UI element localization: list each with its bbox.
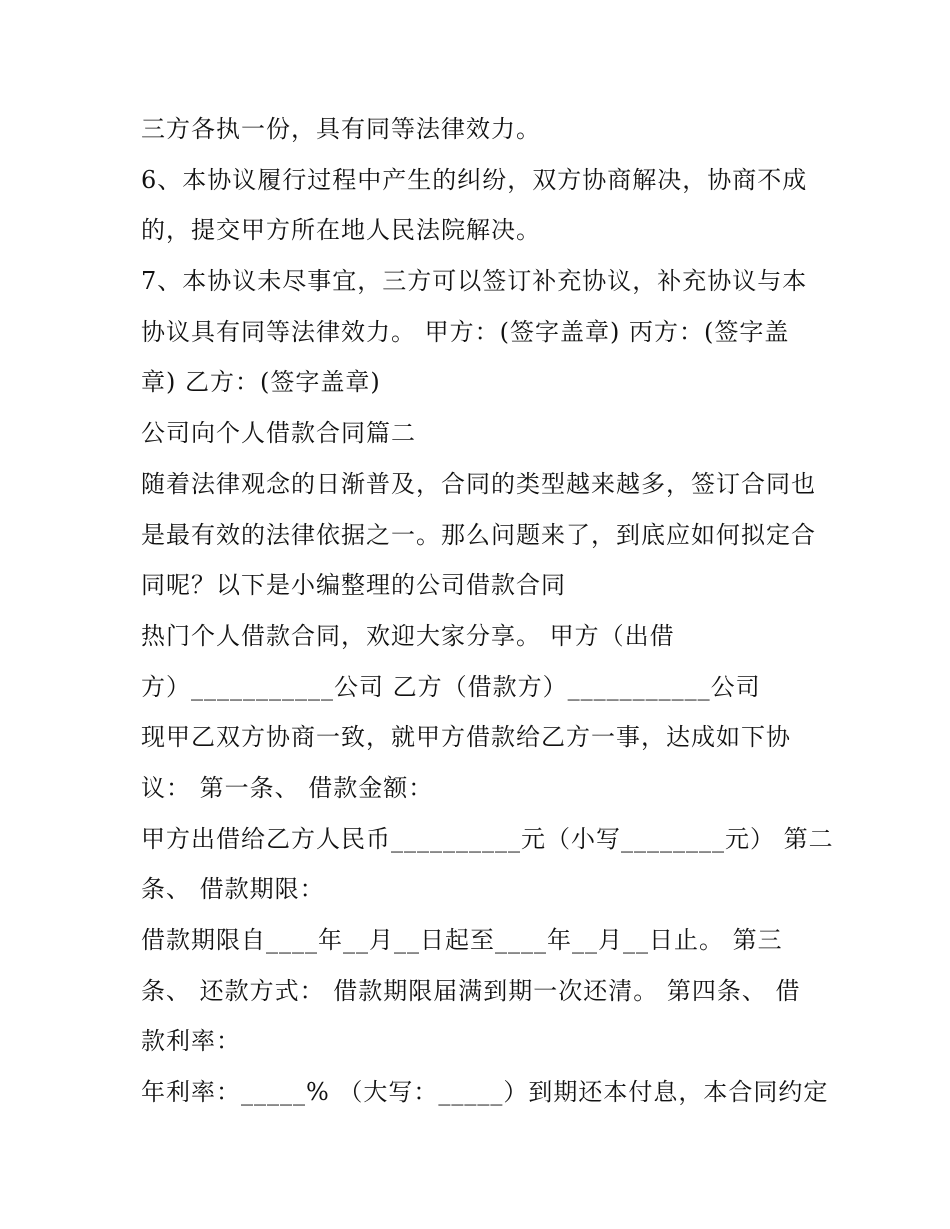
text-line: 随着法律观念的日渐普及，合同的类型越来越多，签订合同也 xyxy=(141,470,816,498)
text-line: 借款期限自____年__月__日起至____年__月__日止。 第三 xyxy=(141,926,783,954)
text-line: 款利率： xyxy=(141,1027,241,1055)
text-line: 条、 借款期限： xyxy=(141,875,325,903)
text-line: 热门个人借款合同，欢迎大家分享。 甲方（出借 xyxy=(141,622,675,650)
text-line: 年利率：_____% （大写：_____）到期还本付息，本合同约定 xyxy=(141,1078,829,1106)
text-line: 协议具有同等法律效力。 甲方：(签字盖章) 丙方：(签字盖 xyxy=(141,318,790,346)
section-heading: 公司向个人借款合同篇二 xyxy=(141,419,416,447)
text-line: 甲方出借给乙方人民币__________元（小写________元） 第二 xyxy=(141,825,834,853)
text-line: 章) 乙方：(签字盖章) xyxy=(141,368,381,396)
text-line: 6、本协议履行过程中产生的纠纷，双方协商解决，协商不成 xyxy=(141,166,808,194)
text-line: 现甲乙双方协商一致，就甲方借款给乙方一事，达成如下协 xyxy=(141,723,791,751)
text-line: 7、本协议未尽事宜，三方可以签订补充协议，补充协议与本 xyxy=(141,267,808,295)
text-line: 是最有效的法律依据之一。那么问题来了，到底应如何拟定合 xyxy=(141,521,816,549)
text-line: 条、 还款方式： 借款期限届满到期一次还清。 第四条、 借 xyxy=(141,977,801,1005)
text-line: 议： 第一条、 借款金额： xyxy=(141,774,434,802)
text-line: 方）___________公司 乙方（借款方）___________公司 xyxy=(141,673,761,701)
text-line: 的，提交甲方所在地人民法院解决。 xyxy=(141,216,541,244)
text-line: 三方各执一份，具有同等法律效力。 xyxy=(141,115,541,143)
text-line: 同呢？以下是小编整理的公司借款合同 xyxy=(141,571,566,599)
